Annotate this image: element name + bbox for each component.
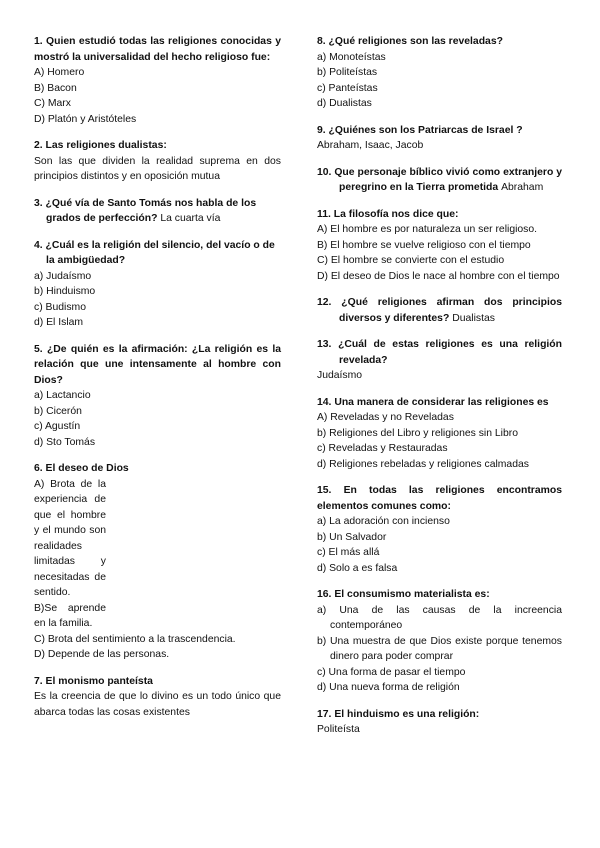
option: C) Marx: [34, 98, 71, 109]
question-2: [34, 138, 281, 185]
option: d) Dualistas: [317, 98, 372, 109]
option: a) Judaísmo: [34, 270, 92, 282]
question-11: [317, 207, 562, 285]
answer-text: Abraham: [501, 182, 544, 193]
left-column: [34, 34, 281, 731]
option: b) Una muestra de que Dios existe porque tenemos dinero para poder comprar: [317, 635, 562, 662]
question-title: 15. En todas las religiones encontramos elementos comunes como:: [317, 485, 562, 512]
option: B) El hombre se vuelve religioso con el tiempo: [317, 239, 531, 251]
option: D) El deseo de Dios le nace al hombre con el tiempo: [317, 270, 560, 282]
question-title: 7. El monismo panteísta: [34, 675, 153, 687]
option: b) Hinduismo: [34, 286, 96, 297]
question-title-text: 3. ¿Qué vía de Santo Tomás nos habla de los grados de perfección?: [34, 197, 257, 224]
option: b) Politeístas: [317, 67, 378, 78]
question-16: [317, 587, 562, 696]
question-title: [34, 196, 281, 227]
question-9: [317, 123, 562, 154]
question-title: 17. El hinduismo es una religión:: [317, 708, 480, 720]
question-title: 13. ¿Cuál de estas religiones es una religión revelada?: [317, 339, 562, 366]
option: D) Depende de las personas.: [34, 649, 170, 660]
option: b) Religiones del Libro y religiones sin Libro: [317, 427, 518, 439]
option: c) El más allá: [317, 547, 380, 558]
question-10: [317, 165, 562, 196]
question-15: [317, 483, 562, 576]
option: d) Sto Tomás: [34, 436, 96, 448]
option: c) Agustín: [34, 421, 81, 432]
question-6: [34, 461, 281, 663]
question-7: [34, 674, 281, 721]
option: d) El Islam: [34, 317, 84, 328]
option: A) Homero: [34, 67, 85, 78]
question-title-text: 10. Que personaje bíblico vivió como extranjero y peregrino en la Tierra prometida: [317, 166, 562, 193]
question-title: [317, 165, 562, 196]
answer-text: Abraham, Isaac, Jacob: [317, 140, 424, 151]
question-title: 14. Una manera de considerar las religiones es: [317, 396, 549, 408]
option: B) Bacon: [34, 82, 77, 94]
question-title: 9. ¿Quiénes son los Patriarcas de Israel ?: [317, 124, 523, 136]
question-8: [317, 34, 562, 112]
option: C) Brota del sentimiento a la trascendencia.: [34, 633, 236, 645]
answer-text: Politeísta: [317, 724, 360, 735]
option: d) Una nueva forma de religión: [317, 682, 460, 693]
question-title: 1. Quien estudió todas las religiones conocidas y mostró la universalidad del hecho religioso fue:: [34, 36, 281, 63]
question-title: 4. ¿Cuál es la religión del silencio, del vacío o de la ambigüedad?: [34, 239, 275, 266]
option: A) Reveladas y no Reveladas: [317, 412, 454, 423]
question-title: 5. ¿De quién es la afirmación: ¿La religión es la relación que une intensamente al hombre con Dios?: [34, 343, 281, 386]
option: d) Solo a es falsa: [317, 562, 398, 574]
option: a) Una de las causas de la increencia contemporáneo: [317, 604, 562, 631]
question-14: [317, 395, 562, 473]
question-4: [34, 238, 281, 331]
option: d) Religiones rebeladas y religiones calmadas: [317, 458, 529, 470]
option: C) El hombre se convierte con el estudio: [317, 255, 505, 266]
question-title: 6. El deseo de Dios: [34, 463, 129, 474]
question-13: [317, 337, 562, 384]
option: a) La adoración con incienso: [317, 516, 450, 527]
question-1: [34, 34, 281, 127]
answer-text: Dualistas: [452, 312, 495, 324]
right-column: [317, 34, 562, 749]
answer-text: La cuarta vía: [160, 213, 221, 224]
option: c) Panteístas: [317, 82, 378, 94]
question-title: 2. Las religiones dualistas:: [34, 140, 167, 151]
option: c) Una forma de pasar el tiempo: [317, 666, 466, 678]
option: a) Lactancio: [34, 390, 91, 401]
answer-text: Son las que dividen la realidad suprema en dos principios distintos y en oposición mutua: [34, 155, 281, 182]
option: b) Un Salvador: [317, 531, 387, 543]
answer-text: Judaísmo: [317, 370, 363, 381]
option: A) El hombre es por naturaleza un ser religioso.: [317, 224, 538, 235]
option: a) Monoteístas: [317, 51, 386, 63]
question-5: [34, 342, 281, 451]
option: c) Reveladas y Restauradas: [317, 443, 448, 454]
option: A) Brota de la experiencia de que el hombre y el mundo son realidades limitadas y necesitadas de sentido.: [34, 478, 106, 598]
option: D) Platón y Aristóteles: [34, 113, 137, 125]
question-title-text: 12. ¿Qué religiones afirman dos principios diversos y diferentes?: [317, 297, 562, 324]
option: b) Cicerón: [34, 405, 82, 417]
question-title: [317, 295, 562, 326]
answer-text: Es la creencia de que lo divino es un todo único que abarca todas las cosas existentes: [34, 691, 281, 718]
question-title: 16. El consumismo materialista es:: [317, 589, 490, 600]
question-title: 11. La filosofía nos dice que:: [317, 208, 459, 220]
option: c) Budismo: [34, 301, 86, 313]
question-3: [34, 196, 281, 227]
option: B)Se aprende en la familia.: [34, 602, 106, 629]
question-12: [317, 295, 562, 326]
question-title: 8. ¿Qué religiones son las reveladas?: [317, 36, 503, 47]
question-17: [317, 707, 562, 738]
